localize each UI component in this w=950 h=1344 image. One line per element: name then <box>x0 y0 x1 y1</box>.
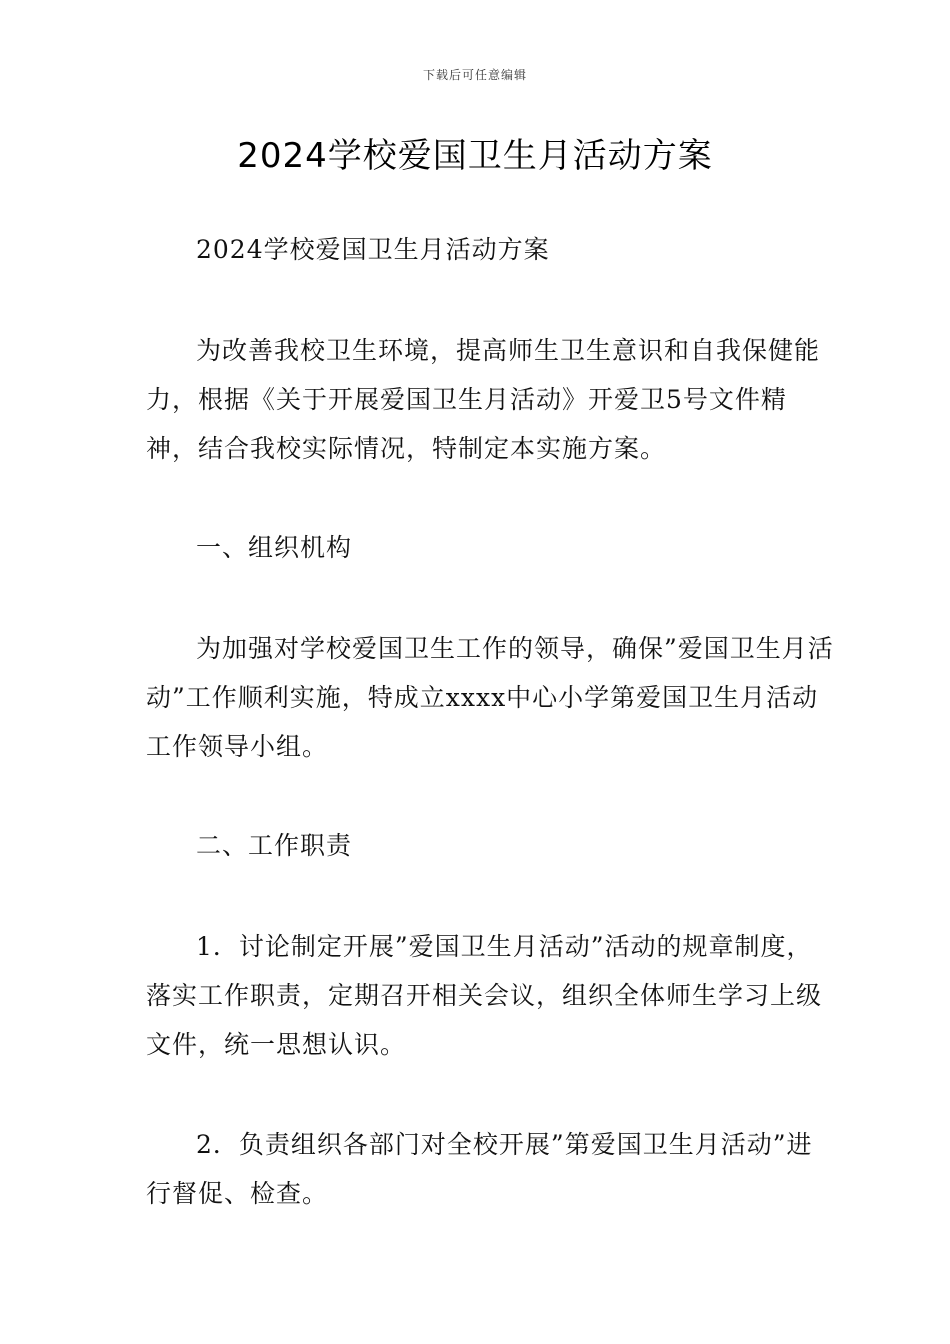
section-heading-duties: 二、工作职责 <box>196 831 353 860</box>
section-heading-organization: 一、组织机构 <box>196 533 353 562</box>
header-note: 下载后可任意编辑 <box>422 68 527 82</box>
duty-item-1: 1．讨论制定开展”爱国卫生月活动”活动的规章制度，落实工作职责，定期召开相关会议，组织全体师生学习上级文件，统一思想认识。 <box>146 932 823 1059</box>
intro-paragraph: 为改善我校卫生环境，提高师生卫生意识和自我保健能力，根据《关于开展爱国卫生月活动》开爱卫5号文件精神，结合我校实际情况，特制定本实施方案。 <box>146 336 821 463</box>
duty-item-2: 2．负责组织各部门对全校开展”第爱国卫生月活动”进行督促、检查。 <box>146 1130 813 1208</box>
document-title: 2024学校爱国卫生月活动方案 <box>237 136 713 176</box>
organization-paragraph: 为加强对学校爱国卫生工作的领导，确保”爱国卫生月活动”工作顺利实施，特成立xxxx中心小学第爱国卫生月活动工作领导小组。 <box>146 634 834 761</box>
subtitle-paragraph: 2024学校爱国卫生月活动方案 <box>196 235 550 264</box>
